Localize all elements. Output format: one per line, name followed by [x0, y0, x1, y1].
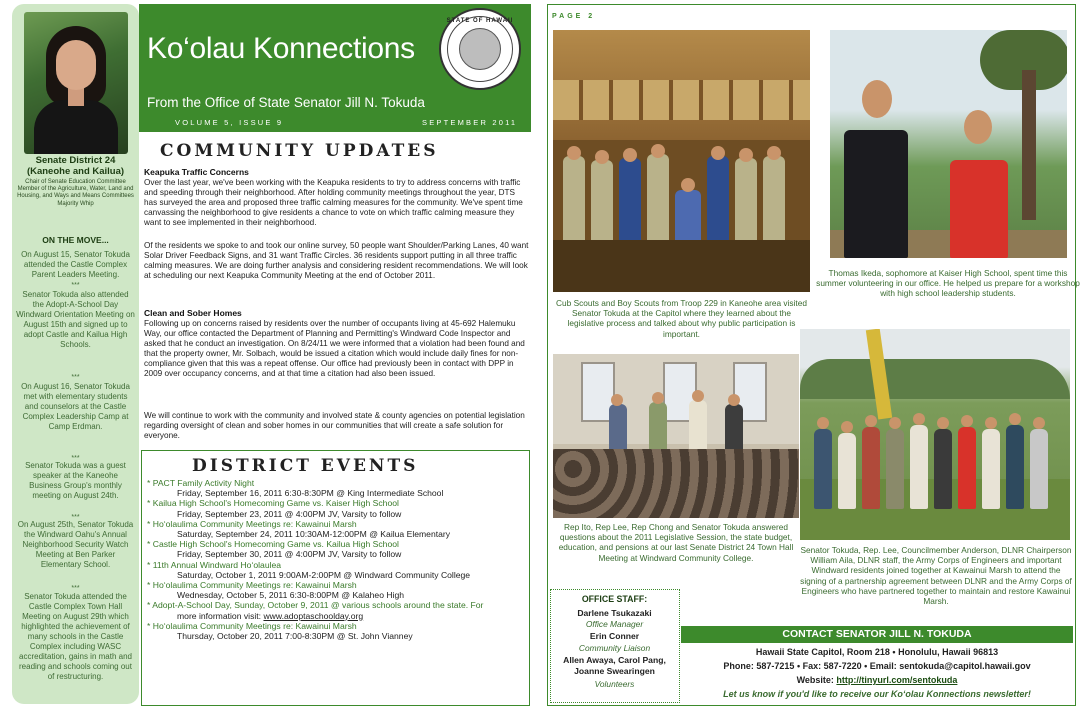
- scouts-caption: Cub Scouts and Boy Scouts from Troop 229 in Kaneohe area visited Senator Tokuda at the Capitol where they learned about the legislative process and talked about why public participation is important.: [556, 298, 807, 339]
- page-label: PAGE 2: [552, 13, 596, 20]
- sidebar-item: Senator Tokuda also attended the Adopt-A-School Day Windward Orientation Meeting on August 15th and signed up to adopt Castle and Kailua High Schools.: [16, 290, 135, 349]
- event-detail: Thursday, October 20, 2011 7:00-8:30PM @ St. John Vianney: [177, 631, 413, 642]
- article-paragraph: Following up on concerns raised by residents over the number of occupants living at 45-692 Halemuku Way, our office contacted the Department of Planning and Permitting's Windward Code Inspector and asked that he conduct an investigation. On 8/24/11 we were informed that a violation had been found and that the property owner, Mr. Solbach, would be issued a citation which would include daily fines for non-compliance given that this was a repeat offense. Our office had previously been in contact with DPP in 2009 over occupancy concerns, and at that time a citation had also been issued.: [144, 319, 525, 379]
- event-title: * Ho‘olaulima Community Meetings re: Kawainui Marsh: [147, 518, 357, 529]
- event-detail: Wednesday, October 5, 2011 6:30-8:00PM @ Kalaheo High: [177, 590, 405, 601]
- event-detail: Saturday, October 1, 2011 9:00AM-2:00PM @ Windward Community College: [177, 569, 471, 580]
- event-title: * Castle High School's Homecoming Game vs. Kailua High School: [147, 539, 399, 550]
- separator: ***: [71, 455, 80, 462]
- event-title: * Ho‘olaulima Community Meetings re: Kawainui Marsh: [147, 620, 357, 631]
- contact-website-line: [681, 675, 1073, 685]
- student-caption: Thomas Ikeda, sophomore at Kaiser High School, spent time this summer volunteering in our office. He helped us prepare for a workshop with high school leadership students.: [816, 268, 1080, 299]
- event-title: * Adopt-A-School Day, Sunday, October 9, 2011 @ various schools around the state. For: [147, 600, 484, 611]
- article-heading: Clean and Sober Homes: [144, 308, 242, 318]
- senator-portrait: [24, 12, 128, 154]
- separator: ***: [71, 282, 80, 289]
- newsletter-title: Ko‘olau Konnections: [147, 32, 415, 65]
- event-detail: Saturday, September 24, 2011 10:30AM-12:00PM @ Kailua Elementary: [177, 529, 451, 540]
- town-hall-photo: [553, 354, 799, 518]
- separator: ***: [71, 514, 80, 521]
- seal-text: STATE OF HAWAII: [446, 18, 514, 24]
- contact-phone-email: Phone: 587-7215 • Fax: 587-7220 • Email: sentokuda@capitol.hawaii.gov: [723, 661, 1031, 671]
- town-hall-caption: Rep Ito, Rep Lee, Rep Chong and Senator Tokuda answered questions about the 2011 Legislative Session, the state budget, education, and pensions at our last Senate District 24 Town Hall Meeting at Windward Community College.: [558, 522, 794, 563]
- kawainui-marsh-photo: [800, 329, 1070, 540]
- website-prefix: Website:: [796, 675, 837, 685]
- separator: ***: [71, 374, 80, 381]
- office-staff-box: [550, 589, 680, 703]
- issue-volume: VOLUME 5, ISSUE 9: [175, 118, 284, 127]
- scouts-photo: [553, 30, 810, 292]
- masthead-banner: [139, 4, 531, 132]
- staff-name: Darlene Tsukazaki: [577, 608, 652, 618]
- contact-address: Hawaii State Capitol, Room 218 • Honolulu, Hawaii 96813: [755, 647, 999, 657]
- staff-name: Allen Awaya, Carol Pang, Joanne Swearingen: [563, 655, 666, 676]
- adopt-a-school-link[interactable]: www.adoptaschoolday.org: [263, 610, 364, 621]
- staff-role: Community Liaison: [578, 643, 651, 653]
- sidebar-item: Senator Tokuda attended the Castle Complex Town Hall Meeting on August 29th which highlighted the achievement of many schools in the Castle Complex including WASC accreditation, gains in math and reading and schools coming out of restructuring.: [19, 592, 132, 681]
- issue-month: SEPTEMBER 2011: [422, 118, 518, 127]
- event-title: * 11th Annual Windward Ho‘olaulea: [147, 559, 282, 570]
- events-list: [147, 478, 527, 641]
- sidebar: [12, 4, 139, 704]
- article-paragraph: We will continue to work with the community and involved state & county agencies on potential legislation regarding oversight of clean and sober homes in our communities that will create a safe solution for everyone.: [144, 411, 525, 441]
- marsh-caption: Senator Tokuda, Rep. Lee, Councilmember Anderson, DLNR Chairperson William Aila, DLNR staff, the Army Corps of Engineers and important Windward residents joined together at Kawainui Marsh to attend the signing of a partnership agreement between DLNR and the Army Corps of Engineers who have partnered together to maintain and restore Kawainui Marsh.: [800, 545, 1072, 607]
- senator-roles: Chair of Senate Education Committee Member of the Agriculture, Water, Land and Housing, and Ways and Means Committees Majority Whip: [17, 179, 134, 207]
- separator: ***: [71, 585, 80, 592]
- event-detail: Friday, September 23, 2011 @ 4:00PM JV, Varsity to follow: [177, 508, 402, 519]
- office-staff-heading: OFFICE STAFF:: [581, 594, 648, 604]
- district-events-title: DISTRICT EVENTS: [192, 456, 419, 476]
- on-the-move-heading: ON THE MOVE...: [42, 235, 109, 245]
- event-detail: Friday, September 16, 2011 6:30-8:30PM @ King Intermediate School: [177, 488, 444, 499]
- staff-name: Erin Conner: [589, 631, 640, 641]
- staff-role: Office Manager: [585, 619, 644, 629]
- sidebar-item: On August 15, Senator Tokuda attended the Castle Complex Parent Leaders Meeting.: [21, 250, 130, 279]
- newsletter-subtitle: From the Office of State Senator Jill N. Tokuda: [147, 95, 425, 110]
- sidebar-item: Senator Tokuda was a guest speaker at the Kaneohe Business Group's monthly meeting on August 24th.: [25, 461, 126, 500]
- event-detail-prefix: more information visit:: [177, 610, 264, 621]
- student-volunteer-photo: [830, 30, 1067, 258]
- event-detail: Friday, September 30, 2011 @ 4:00PM JV, Varsity to follow: [177, 549, 402, 560]
- event-title: * PACT Family Activity Night: [147, 478, 255, 488]
- sidebar-item: On August 16, Senator Tokuda met with elementary students and counselors at the Castle Complex Leadership Camp at Camp Erdman.: [21, 382, 130, 431]
- event-title: * Ho‘olaulima Community Meetings re: Kawainui Marsh: [147, 580, 357, 591]
- district-title: Senate District 24: [35, 155, 116, 166]
- contact-heading: CONTACT SENATOR JILL N. TOKUDA: [782, 628, 972, 640]
- district-subtitle: (Kaneohe and Kailua): [26, 166, 125, 177]
- event-title: * Kailua High School's Homecoming Game vs. Kaiser High School: [147, 498, 399, 509]
- event-detail: [147, 611, 527, 621]
- sidebar-item: On August 25th, Senator Tokuda the Windward Oahu's Annual Neighborhood Security Watch Meeting at Ben Parker Elementary School.: [17, 520, 134, 569]
- newsletter-tagline: Let us know if you'd like to receive our Ko‘olau Konnections newsletter!: [723, 689, 1031, 699]
- article-heading: Keapuka Traffic Concerns: [144, 167, 249, 177]
- contact-heading-bar: [681, 626, 1073, 643]
- community-updates-title: COMMUNITY UPDATES: [160, 141, 439, 161]
- staff-role: Volunteers: [594, 679, 635, 689]
- article-paragraph: Over the last year, we've been working with the Keapuka residents to try to address concerns with traffic and speeding through their neighborhood. After holding community meetings throughout the year, DTS has surveyed the area and proposed three traffic calming measures for the community. We've spent time canvassing the neighborhood to give residents a chance to vote on which traffic calming measure they want to see implemented in their neighborhood.: [144, 178, 523, 228]
- website-link[interactable]: http://tinyurl.com/sentokuda: [836, 675, 958, 685]
- state-seal-icon: [439, 8, 521, 90]
- article-paragraph: Of the residents we spoke to and took our online survey, 50 people want Shoulder/Parking Lanes, 40 want Solar Driver Feedback Signs, and 31 want Traffic Circles. 36 residents support putting in all three traffic calming measures. We are doing further analysis and considering resident recommendations. We will look at scheduling our next Keapuka Community Meeting at the end of October 2011.: [144, 241, 529, 281]
